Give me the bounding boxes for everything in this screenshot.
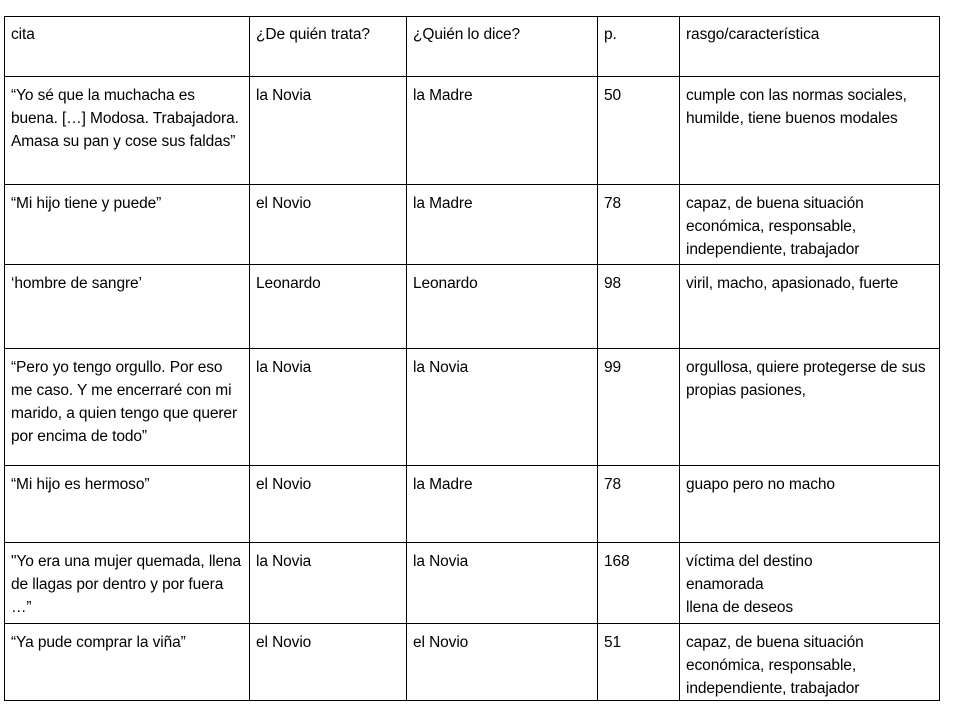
table-row [5,185,940,265]
header-cita: cita [5,17,250,77]
cell-de-quien: el Novio [250,466,407,543]
cell-pagina: 51 [598,624,680,701]
cell-quien-dice: la Madre [407,77,598,185]
cell-cita: “Ya pude comprar la viña” [5,624,250,701]
citations-table [4,16,940,701]
header-de-quien-trata: ¿De quién trata? [250,17,407,77]
cell-cita: “Pero yo tengo orgullo. Por eso me caso. Y me encerraré con mi marido, a quien tengo que querer por encima de todo” [5,349,250,466]
cell-rasgo: cumple con las normas sociales, humilde, tiene buenos modales [680,77,940,185]
cell-pagina: 168 [598,543,680,624]
table-row [5,265,940,349]
table-row [5,349,940,466]
cell-cita: “Yo sé que la muchacha es buena. […] Modosa. Trabajadora. Amasa su pan y cose sus faldas” [5,77,250,185]
cell-de-quien: la Novia [250,543,407,624]
cell-cita: ‘hombre de sangre’ [5,265,250,349]
table-row [5,624,940,701]
table-header-row [5,17,940,77]
cell-rasgo: capaz, de buena situación económica, responsable, independiente, trabajador [680,185,940,265]
cell-cita: “Mi hijo es hermoso” [5,466,250,543]
table-row [5,466,940,543]
cell-pagina: 78 [598,185,680,265]
cell-pagina: 50 [598,77,680,185]
cell-pagina: 78 [598,466,680,543]
table-row [5,543,940,624]
cell-de-quien: Leonardo [250,265,407,349]
cell-de-quien: el Novio [250,624,407,701]
header-pagina: p. [598,17,680,77]
cell-de-quien: la Novia [250,349,407,466]
cell-rasgo: guapo pero no macho [680,466,940,543]
cell-rasgo: viril, macho, apasionado, fuerte [680,265,940,349]
cell-de-quien: el Novio [250,185,407,265]
cell-cita: “Mi hijo tiene y puede” [5,185,250,265]
cell-quien-dice: la Madre [407,466,598,543]
table-row [5,77,940,185]
cell-quien-dice: la Novia [407,543,598,624]
cell-quien-dice: la Novia [407,349,598,466]
cell-rasgo: víctima del destino enamorada llena de deseos [680,543,940,624]
header-quien-lo-dice: ¿Quién lo dice? [407,17,598,77]
header-rasgo: rasgo/característica [680,17,940,77]
cell-pagina: 99 [598,349,680,466]
cell-pagina: 98 [598,265,680,349]
cell-de-quien: la Novia [250,77,407,185]
cell-rasgo: orgullosa, quiere protegerse de sus propias pasiones, [680,349,940,466]
cell-cita: "Yo era una mujer quemada, llena de llagas por dentro y por fuera …” [5,543,250,624]
cell-quien-dice: el Novio [407,624,598,701]
cell-quien-dice: Leonardo [407,265,598,349]
cell-quien-dice: la Madre [407,185,598,265]
cell-rasgo: capaz, de buena situación económica, responsable, independiente, trabajador [680,624,940,701]
